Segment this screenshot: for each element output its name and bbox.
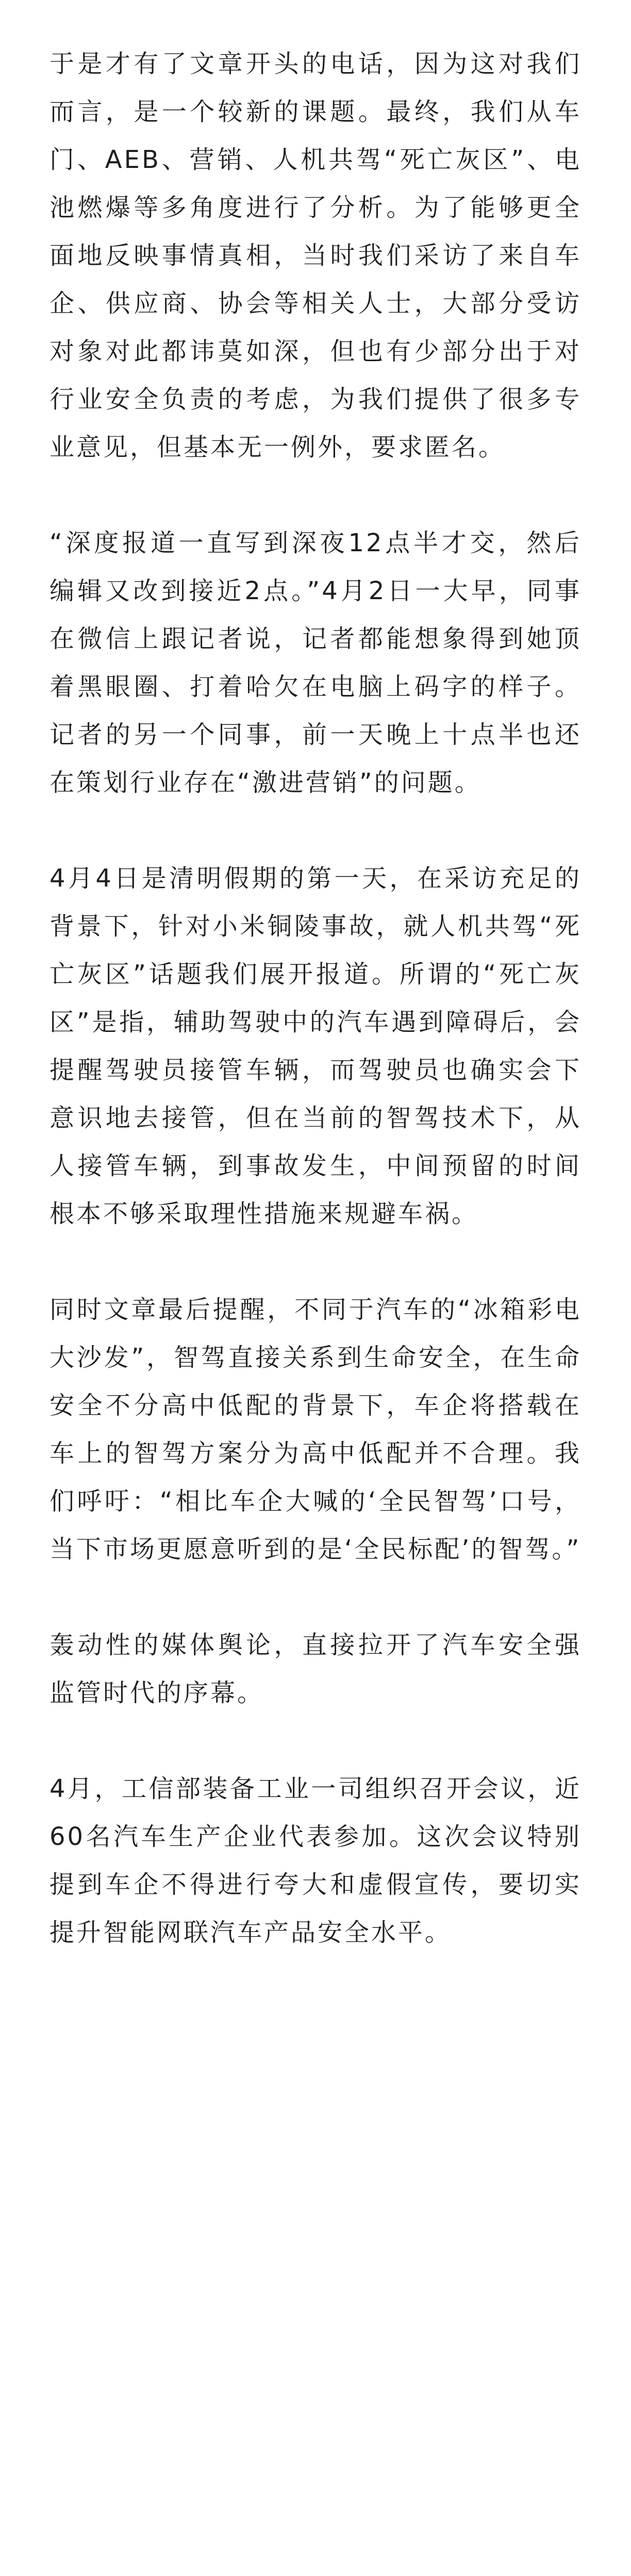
article-paragraph: 同时文章最后提醒，不同于汽车的“冰箱彩电大沙发”，智驾直接关系到生命安全，在生命安全不分高中低配的背景下，车企将搭载在车上的智驾方案分为高中低配并不合理。我们呼吁：“相比车企大喊的‘全民智驾’口号，当下市场更愿意听到的是‘全民标配’的智驾。” <box>49 1295 582 1564</box>
article-paragraph: 于是才有了文章开头的电话，因为这对我们而言，是一个较新的课题。最终，我们从车门、AEB、营销、人机共驾“死亡灰区”、电池燃爆等多角度进行了分析。为了能够更全面地反映事情真相，当时我们采访了来自车企、供应商、协会等相关人士，大部分受访对象对此都讳莫如深，但也有少部分出于对行业安全负责的考虑，为我们提供了很多专业意见，但基本无一例外，要求匿名。 <box>49 49 582 462</box>
article-paragraph: “深度报道一直写到深夜12点半才交，然后编辑又改到接近2点。”4月2日一大早，同事在微信上跟记者说，记者都能想象得到她顶着黑眼圈、打着哈欠在电脑上码字的样子。记者的另一个同事，前一天晚上十点半也还在策划行业存在“激进营销”的问题。 <box>49 529 582 797</box>
article-paragraph: 4月4日是清明假期的第一天，在采访充足的背景下，针对小米铜陵事故，就人机共驾“死亡灰区”话题我们展开报道。所谓的“死亡灰区”是指，辅助驾驶中的汽车遇到障碍后，会提醒驾驶员接管车辆，而驾驶员也确实会下意识地去接管，但在当前的智驾技术下，从人接管车辆，到事故发生，中间预留的时间根本不够采取理性措施来规避车祸。 <box>49 864 582 1228</box>
article-paragraph: 4月，工信部装备工业一司组织召开会议，近60名汽车生产企业代表参加。这次会议特别提到车企不得进行夸大和虚假宣传，要切实提升智能网联汽车产品安全水平。 <box>49 1774 582 1947</box>
article-paragraph: 轰动性的媒体舆论，直接拉开了汽车安全强监管时代的序幕。 <box>49 1631 582 1707</box>
